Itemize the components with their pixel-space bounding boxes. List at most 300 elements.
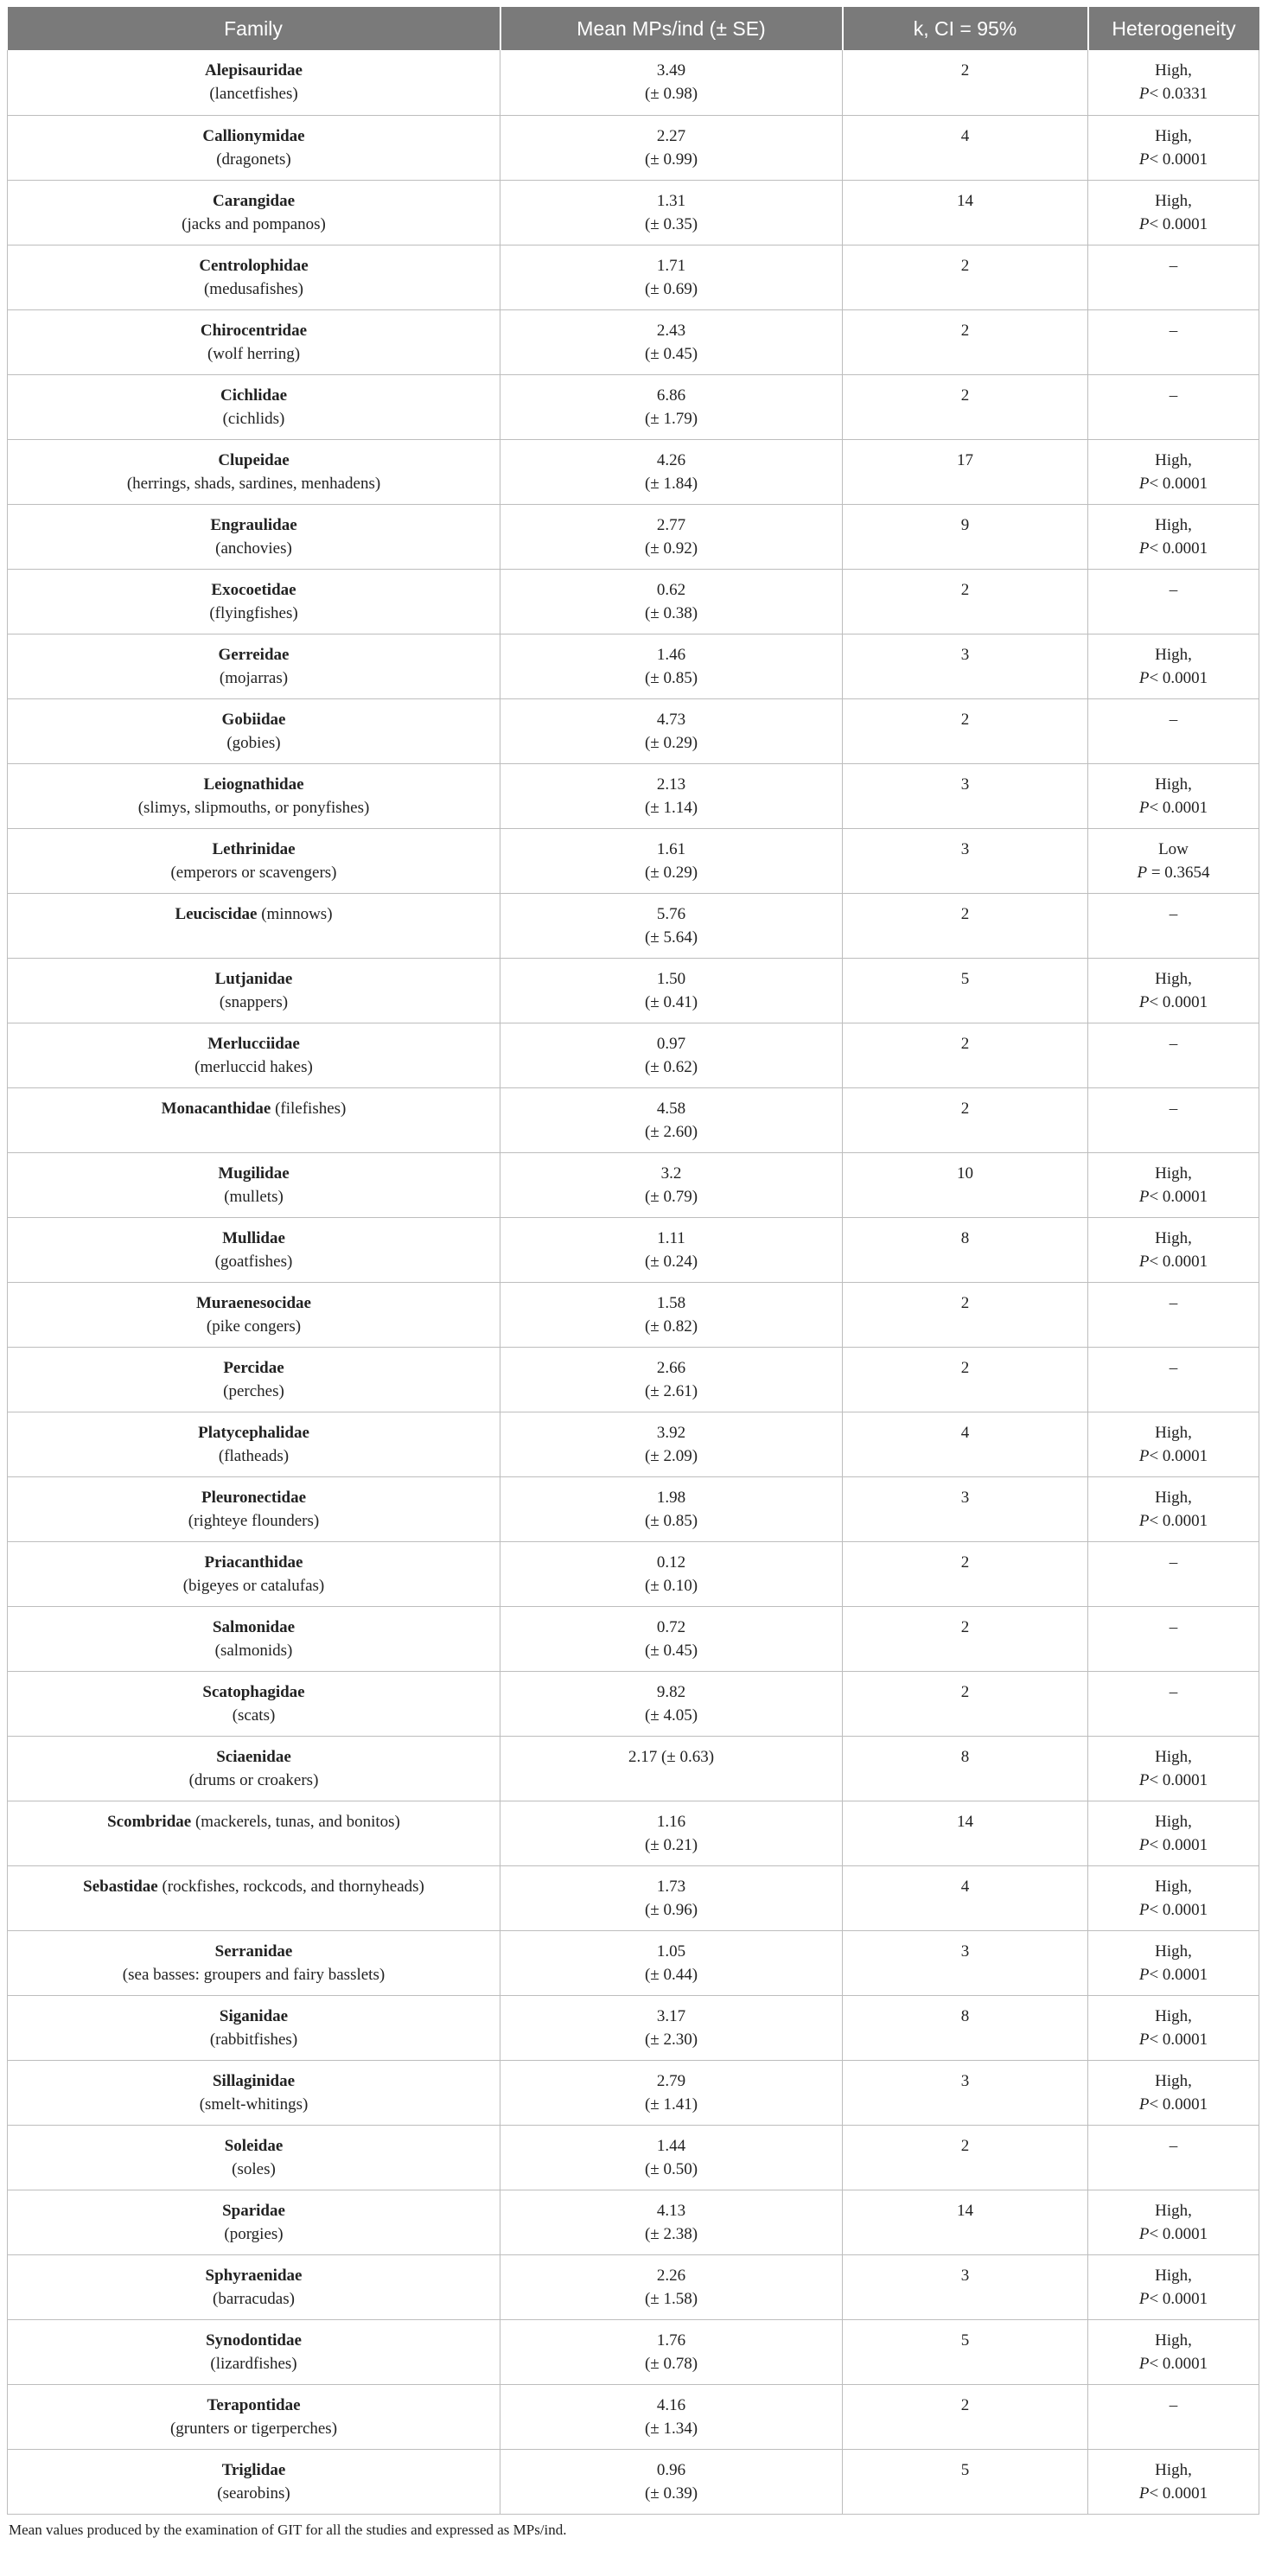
cell-mean — [500, 374, 843, 439]
common-name: (rabbitfishes) — [209, 2030, 298, 2049]
cell-family — [8, 698, 500, 763]
table-row — [8, 2319, 1259, 2384]
common-name: (wolf herring) — [207, 344, 301, 363]
common-name: (anchovies) — [215, 539, 292, 558]
heterogeneity-level: High, — [1155, 645, 1192, 664]
mean-value: 0.97 — [656, 1034, 686, 1053]
common-name: (mackerels, tunas, and bonitos) — [191, 1812, 400, 1831]
cell-k: 2 — [843, 1282, 1088, 1347]
cell-mean — [500, 1217, 843, 1282]
cell-k: 2 — [843, 1541, 1088, 1606]
cell-heterogeneity — [1088, 115, 1259, 180]
table-row — [8, 1282, 1259, 1347]
table-row — [8, 1023, 1259, 1087]
cell-heterogeneity — [1088, 439, 1259, 504]
mean-value: 1.61 — [656, 839, 686, 858]
family-name: Sphyraenidae — [205, 2266, 303, 2285]
heterogeneity-level: High, — [1155, 2006, 1192, 2025]
cell-heterogeneity — [1088, 309, 1259, 374]
cell-k: 8 — [843, 1217, 1088, 1282]
se-value: (± 0.96) — [644, 1900, 698, 1919]
cell-heterogeneity — [1088, 1541, 1259, 1606]
p-value: < 0.0001 — [1149, 1187, 1208, 1206]
mean-value: 4.16 — [656, 2395, 686, 2414]
cell-mean — [500, 180, 843, 245]
family-name: Terapontidae — [207, 2395, 301, 2414]
cell-heterogeneity — [1088, 1801, 1259, 1865]
mean-value: 1.31 — [656, 191, 686, 210]
cell-heterogeneity — [1088, 1152, 1259, 1217]
p-label: P — [1138, 2095, 1150, 2114]
cell-family — [8, 958, 500, 1023]
common-name: (lizardfishes) — [210, 2354, 297, 2373]
table-body — [8, 50, 1259, 2514]
cell-mean — [500, 1412, 843, 1476]
cell-mean — [500, 1865, 843, 1930]
cell-k: 2 — [843, 1087, 1088, 1152]
common-name: (sea basses: groupers and fairy basslets) — [122, 1965, 386, 1984]
mean-value: 4.13 — [656, 2201, 686, 2220]
table-row — [8, 1347, 1259, 1412]
common-name: (searobins) — [217, 2484, 290, 2503]
p-value: < 0.0331 — [1149, 85, 1208, 103]
heterogeneity-level: – — [1169, 256, 1178, 275]
cell-mean — [500, 1541, 843, 1606]
heterogeneity-level: High, — [1155, 2266, 1192, 2285]
p-label: P — [1138, 214, 1150, 233]
p-label: P — [1138, 1187, 1150, 1206]
table-row — [8, 1606, 1259, 1671]
cell-heterogeneity — [1088, 1412, 1259, 1476]
cell-mean — [500, 439, 843, 504]
cell-mean — [500, 1995, 843, 2060]
family-name: Salmonidae — [212, 1617, 296, 1636]
heterogeneity-level: – — [1169, 1617, 1178, 1636]
p-value: < 0.0001 — [1149, 150, 1208, 169]
cell-family — [8, 634, 500, 698]
p-value: < 0.0001 — [1149, 1446, 1208, 1465]
cell-k: 14 — [843, 180, 1088, 245]
p-label: P — [1138, 1965, 1150, 1984]
cell-mean — [500, 2384, 843, 2449]
cell-mean — [500, 1736, 843, 1801]
common-name: (scats) — [232, 1706, 276, 1725]
cell-family — [8, 115, 500, 180]
heterogeneity-level: High, — [1155, 515, 1192, 534]
family-name: Synodontidae — [206, 2331, 302, 2350]
cell-family — [8, 1152, 500, 1217]
p-label: P — [1138, 2289, 1150, 2308]
heterogeneity-level: High, — [1155, 61, 1192, 80]
cell-heterogeneity — [1088, 50, 1259, 115]
mean-value: 1.16 — [656, 1812, 686, 1831]
cell-mean — [500, 634, 843, 698]
family-name: Pleuronectidae — [201, 1488, 306, 1507]
mean-value: 1.73 — [656, 1877, 686, 1896]
se-value: (± 0.92) — [644, 539, 698, 558]
heterogeneity-level: – — [1169, 2395, 1178, 2414]
family-name: Serranidae — [214, 1942, 293, 1961]
table-row — [8, 1995, 1259, 2060]
table-row — [8, 1087, 1259, 1152]
p-label: P — [1138, 992, 1150, 1011]
se-value: (± 2.61) — [644, 1381, 698, 1400]
heterogeneity-level: Low — [1158, 839, 1189, 858]
cell-k: 5 — [843, 2449, 1088, 2514]
table-row — [8, 1412, 1259, 1476]
cell-k: 14 — [843, 2190, 1088, 2254]
family-name: Mullidae — [222, 1228, 285, 1247]
se-value: (± 0.41) — [644, 992, 698, 1011]
mean-value: 3.49 — [656, 61, 686, 80]
heterogeneity-level: High, — [1155, 450, 1192, 469]
cell-family — [8, 1412, 500, 1476]
cell-family — [8, 1282, 500, 1347]
family-name: Platycephalidae — [198, 1423, 309, 1442]
family-name: Triglidae — [221, 2460, 286, 2479]
mean-value: 1.46 — [656, 645, 686, 664]
common-name: (cichlids) — [222, 409, 285, 428]
common-name: (filefishes) — [271, 1099, 347, 1118]
cell-heterogeneity — [1088, 958, 1259, 1023]
p-label: P — [1137, 863, 1148, 882]
table-row — [8, 2384, 1259, 2449]
cell-family — [8, 1606, 500, 1671]
cell-k: 2 — [843, 2384, 1088, 2449]
cell-mean — [500, 115, 843, 180]
cell-heterogeneity — [1088, 2060, 1259, 2125]
p-label: P — [1138, 2224, 1150, 2243]
p-label: P — [1138, 2030, 1150, 2049]
common-name: (bigeyes or catalufas) — [182, 1576, 325, 1595]
common-name: (medusafishes) — [203, 279, 304, 298]
table-row — [8, 504, 1259, 569]
cell-k: 2 — [843, 1023, 1088, 1087]
common-name: (herrings, shads, sardines, menhadens) — [126, 474, 381, 493]
family-name: Merlucciidae — [207, 1034, 300, 1053]
se-value: (± 4.05) — [644, 1706, 698, 1725]
heterogeneity-level: High, — [1155, 1164, 1192, 1183]
common-name: (barracudas) — [213, 2289, 295, 2308]
mean-value: 2.43 — [656, 321, 686, 340]
cell-family — [8, 569, 500, 634]
common-name: (grunters or tigerperches) — [169, 2419, 338, 2438]
cell-k: 3 — [843, 1476, 1088, 1541]
family-name: Clupeidae — [218, 450, 290, 469]
family-name: Engraulidae — [210, 515, 297, 534]
cell-family — [8, 1023, 500, 1087]
heterogeneity-level: – — [1169, 1034, 1178, 1053]
cell-heterogeneity — [1088, 1736, 1259, 1801]
family-name: Sebastidae — [83, 1877, 158, 1896]
cell-family — [8, 1476, 500, 1541]
heterogeneity-level: High, — [1155, 1877, 1192, 1896]
cell-heterogeneity — [1088, 1087, 1259, 1152]
cell-heterogeneity — [1088, 2449, 1259, 2514]
family-name: Sciaenidae — [216, 1747, 291, 1766]
cell-k: 2 — [843, 569, 1088, 634]
cell-k: 8 — [843, 1995, 1088, 2060]
cell-heterogeneity — [1088, 2384, 1259, 2449]
family-name: Gerreidae — [218, 645, 290, 664]
cell-mean — [500, 2190, 843, 2254]
cell-k: 14 — [843, 1801, 1088, 1865]
table-row — [8, 893, 1259, 958]
common-name: (minnows) — [257, 904, 333, 923]
mean-value: 2.13 — [656, 775, 686, 794]
p-value: = 0.3654 — [1147, 863, 1210, 882]
heterogeneity-level: – — [1169, 321, 1178, 340]
cell-mean — [500, 309, 843, 374]
p-label: P — [1138, 1900, 1150, 1919]
common-name: (smelt-whitings) — [199, 2095, 309, 2114]
p-label: P — [1138, 668, 1150, 687]
family-name: Lutjanidae — [214, 969, 293, 988]
mean-value: 2.79 — [656, 2071, 686, 2090]
common-name: (flatheads) — [218, 1446, 290, 1465]
cell-mean — [500, 504, 843, 569]
p-value: < 0.0001 — [1149, 1252, 1208, 1271]
mean-value: 4.26 — [656, 450, 686, 469]
cell-heterogeneity — [1088, 1217, 1259, 1282]
mean-value: 2.77 — [656, 515, 686, 534]
cell-heterogeneity — [1088, 180, 1259, 245]
cell-k: 2 — [843, 2125, 1088, 2190]
mean-value: 3.17 — [656, 2006, 686, 2025]
cell-k: 4 — [843, 1412, 1088, 1476]
common-name: (emperors or scavengers) — [170, 863, 337, 882]
table-row — [8, 50, 1259, 115]
se-value: (± 0.29) — [644, 733, 698, 752]
table-row — [8, 569, 1259, 634]
table-row — [8, 828, 1259, 893]
cell-family — [8, 50, 500, 115]
mean-value: 1.44 — [656, 2136, 686, 2155]
cell-mean — [500, 1801, 843, 1865]
cell-heterogeneity — [1088, 504, 1259, 569]
table-row — [8, 245, 1259, 309]
p-value: < 0.0001 — [1149, 2484, 1208, 2503]
heterogeneity-level: High, — [1155, 126, 1192, 145]
heterogeneity-level: High, — [1155, 2071, 1192, 2090]
table-row — [8, 180, 1259, 245]
mean-value: 0.12 — [656, 1553, 686, 1572]
se-value: (± 0.35) — [644, 214, 698, 233]
heterogeneity-level: High, — [1155, 2201, 1192, 2220]
p-value: < 0.0001 — [1149, 474, 1208, 493]
heterogeneity-level: – — [1169, 1293, 1178, 1312]
p-value: < 0.0001 — [1149, 2095, 1208, 2114]
table-row — [8, 2060, 1259, 2125]
cell-heterogeneity — [1088, 1671, 1259, 1736]
cell-heterogeneity — [1088, 1865, 1259, 1930]
header-heterogeneity: Heterogeneity — [1088, 7, 1259, 50]
header-k: k, CI = 95% — [843, 7, 1088, 50]
cell-heterogeneity — [1088, 2125, 1259, 2190]
mean-value: 2.17 (± 0.63) — [628, 1747, 715, 1766]
cell-mean — [500, 1671, 843, 1736]
se-value: (± 2.38) — [644, 2224, 698, 2243]
family-name: Lethrinidae — [212, 839, 296, 858]
cell-mean — [500, 2319, 843, 2384]
cell-k: 3 — [843, 634, 1088, 698]
mean-value: 0.72 — [656, 1617, 686, 1636]
se-value: (± 0.38) — [644, 603, 698, 622]
common-name: (snappers) — [219, 992, 289, 1011]
p-value: < 0.0001 — [1149, 798, 1208, 817]
cell-k: 10 — [843, 1152, 1088, 1217]
table-row — [8, 634, 1259, 698]
common-name: (rockfishes, rockcods, and thornyheads) — [157, 1877, 424, 1896]
heterogeneity-level: High, — [1155, 1488, 1192, 1507]
cell-family — [8, 1087, 500, 1152]
se-value: (± 5.64) — [644, 928, 698, 947]
cell-mean — [500, 1282, 843, 1347]
p-label: P — [1138, 474, 1150, 493]
se-value: (± 0.99) — [644, 150, 698, 169]
cell-heterogeneity — [1088, 1347, 1259, 1412]
heterogeneity-level: – — [1169, 2136, 1178, 2155]
mean-value: 1.58 — [656, 1293, 686, 1312]
p-value: < 0.0001 — [1149, 2224, 1208, 2243]
cell-mean — [500, 1476, 843, 1541]
family-name: Soleidae — [224, 2136, 284, 2155]
cell-k: 2 — [843, 245, 1088, 309]
cell-family — [8, 828, 500, 893]
se-value: (± 2.60) — [644, 1122, 698, 1141]
cell-family — [8, 1736, 500, 1801]
header-row — [8, 7, 1259, 50]
se-value: (± 2.09) — [644, 1446, 698, 1465]
heterogeneity-level: High, — [1155, 1747, 1192, 1766]
mean-value: 1.71 — [656, 256, 686, 275]
table-row — [8, 2190, 1259, 2254]
p-label: P — [1138, 539, 1150, 558]
table-row — [8, 1476, 1259, 1541]
se-value: (± 1.41) — [644, 2095, 698, 2114]
se-value: (± 0.39) — [644, 2484, 698, 2503]
p-label: P — [1138, 1511, 1150, 1530]
se-value: (± 0.82) — [644, 1317, 698, 1336]
header-family: Family — [8, 7, 500, 50]
table-row — [8, 374, 1259, 439]
family-name: Sillaginidae — [212, 2071, 296, 2090]
p-label: P — [1138, 798, 1150, 817]
cell-family — [8, 893, 500, 958]
p-value: < 0.0001 — [1149, 1900, 1208, 1919]
table-row — [8, 958, 1259, 1023]
table-row — [8, 439, 1259, 504]
cell-heterogeneity — [1088, 1930, 1259, 1995]
p-value: < 0.0001 — [1149, 2030, 1208, 2049]
cell-mean — [500, 50, 843, 115]
table-row — [8, 1217, 1259, 1282]
cell-heterogeneity — [1088, 1606, 1259, 1671]
cell-k: 3 — [843, 2060, 1088, 2125]
mean-value: 1.50 — [656, 969, 686, 988]
cell-family — [8, 309, 500, 374]
cell-k: 3 — [843, 763, 1088, 828]
heterogeneity-level: High, — [1155, 1942, 1192, 1961]
cell-mean — [500, 1152, 843, 1217]
cell-k: 2 — [843, 374, 1088, 439]
table-row — [8, 1930, 1259, 1995]
table-row — [8, 2254, 1259, 2319]
family-name: Leiognathidae — [203, 775, 304, 794]
mean-value: 1.11 — [657, 1228, 685, 1247]
cell-family — [8, 1217, 500, 1282]
heterogeneity-level: – — [1169, 904, 1178, 923]
heterogeneity-level: High, — [1155, 1423, 1192, 1442]
cell-k: 2 — [843, 1671, 1088, 1736]
se-value: (± 1.14) — [644, 798, 698, 817]
p-value: < 0.0001 — [1149, 1835, 1208, 1854]
cell-k: 2 — [843, 893, 1088, 958]
cell-family — [8, 504, 500, 569]
cell-family — [8, 2254, 500, 2319]
common-name: (perches) — [223, 1381, 284, 1400]
cell-mean — [500, 2125, 843, 2190]
se-value: (± 1.84) — [644, 474, 698, 493]
cell-k: 3 — [843, 2254, 1088, 2319]
table-row — [8, 1736, 1259, 1801]
family-name: Gobiidae — [221, 710, 286, 729]
cell-k: 8 — [843, 1736, 1088, 1801]
table-row — [8, 763, 1259, 828]
p-label: P — [1138, 2354, 1150, 2373]
heterogeneity-level: – — [1169, 1358, 1178, 1377]
cell-k: 9 — [843, 504, 1088, 569]
cell-family — [8, 1930, 500, 1995]
cell-mean — [500, 698, 843, 763]
mean-value: 3.92 — [656, 1423, 686, 1442]
mean-value: 9.82 — [656, 1682, 686, 1701]
family-name: Carangidae — [213, 191, 295, 210]
cell-k: 17 — [843, 439, 1088, 504]
mean-value: 3.2 — [660, 1164, 682, 1183]
cell-mean — [500, 1023, 843, 1087]
common-name: (porgies) — [224, 2224, 284, 2243]
cell-mean — [500, 893, 843, 958]
p-value: < 0.0001 — [1149, 668, 1208, 687]
family-name: Mugilidae — [218, 1164, 290, 1183]
heterogeneity-level: – — [1169, 710, 1178, 729]
table-row — [8, 1671, 1259, 1736]
cell-k: 3 — [843, 1930, 1088, 1995]
cell-family — [8, 1865, 500, 1930]
family-name: Priacanthidae — [204, 1553, 303, 1572]
cell-heterogeneity — [1088, 893, 1259, 958]
cell-k: 3 — [843, 828, 1088, 893]
cell-k: 2 — [843, 1606, 1088, 1671]
p-label: P — [1138, 1770, 1150, 1789]
heterogeneity-level: High, — [1155, 2331, 1192, 2350]
family-name: Monacanthidae — [161, 1099, 271, 1118]
mean-value: 5.76 — [656, 904, 686, 923]
cell-k: 2 — [843, 698, 1088, 763]
cell-family — [8, 180, 500, 245]
cell-family — [8, 2384, 500, 2449]
mean-value: 0.96 — [656, 2460, 686, 2479]
cell-mean — [500, 763, 843, 828]
se-value: (± 0.69) — [644, 279, 698, 298]
heterogeneity-level: – — [1169, 1099, 1178, 1118]
mean-value: 6.86 — [656, 386, 686, 405]
cell-family — [8, 1347, 500, 1412]
se-value: (± 1.79) — [644, 409, 698, 428]
cell-family — [8, 2125, 500, 2190]
family-name: Callionymidae — [202, 126, 305, 145]
